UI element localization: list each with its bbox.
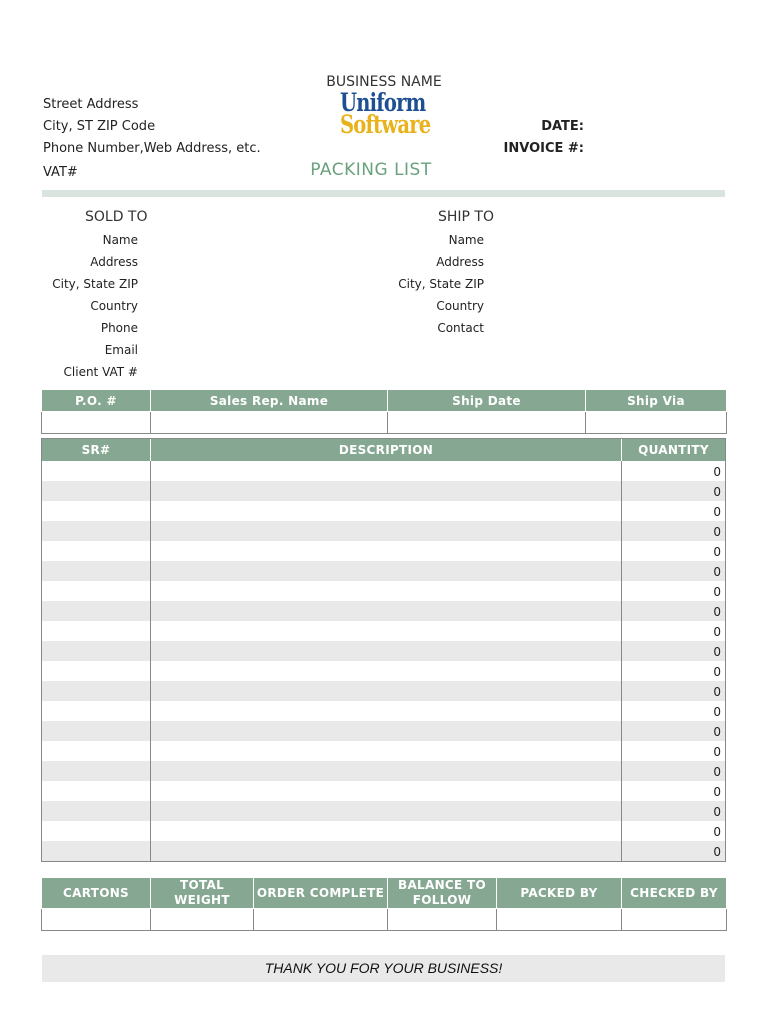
ship-via-cell[interactable] bbox=[586, 412, 727, 434]
table-row[interactable] bbox=[42, 781, 725, 801]
ship-to-name-label: Name bbox=[448, 233, 484, 247]
sold-to-vat-label: Client VAT # bbox=[63, 365, 138, 379]
items-table bbox=[41, 438, 726, 862]
table-row[interactable] bbox=[42, 641, 725, 661]
quantity-value: 0 bbox=[713, 505, 721, 519]
table-row[interactable] bbox=[42, 561, 725, 581]
sales-rep-cell[interactable] bbox=[151, 412, 388, 434]
ship-to-address-label: Address bbox=[436, 255, 484, 269]
header-divider bbox=[42, 190, 725, 197]
table-row[interactable] bbox=[42, 541, 725, 561]
sales-rep-header: Sales Rep. Name bbox=[151, 390, 388, 412]
table-row[interactable] bbox=[42, 721, 725, 741]
header-sep bbox=[150, 439, 151, 461]
quantity-value: 0 bbox=[713, 485, 721, 499]
table-row[interactable] bbox=[42, 521, 725, 541]
quantity-header: QUANTITY bbox=[622, 439, 725, 461]
po-header: P.O. # bbox=[42, 390, 151, 412]
sold-to-phone-label: Phone bbox=[100, 321, 138, 335]
quantity-value: 0 bbox=[713, 665, 721, 679]
quantity-value: 0 bbox=[713, 525, 721, 539]
ship-date-cell[interactable] bbox=[388, 412, 586, 434]
sold-to-name-label: Name bbox=[102, 233, 138, 247]
sr-header: SR# bbox=[42, 439, 150, 461]
table-row[interactable] bbox=[42, 761, 725, 781]
quantity-value: 0 bbox=[713, 645, 721, 659]
quantity-value: 0 bbox=[713, 545, 721, 559]
quantity-value: 0 bbox=[713, 625, 721, 639]
street-address: Street Address bbox=[43, 97, 139, 112]
table-row[interactable] bbox=[42, 661, 725, 681]
ship-via-header: Ship Via bbox=[586, 390, 727, 412]
balance-to-follow-cell[interactable] bbox=[388, 909, 497, 931]
column-divider bbox=[621, 461, 622, 861]
ship-to-heading: SHIP TO bbox=[438, 209, 495, 225]
page-title: PACKING LIST bbox=[310, 160, 432, 180]
logo-line-1: Uniform bbox=[340, 88, 426, 117]
table-row[interactable] bbox=[42, 581, 725, 601]
quantity-value: 0 bbox=[713, 465, 721, 479]
po-cell[interactable] bbox=[42, 412, 151, 434]
table-row[interactable] bbox=[42, 621, 725, 641]
quantity-value: 0 bbox=[713, 565, 721, 579]
order-info-table bbox=[41, 389, 727, 434]
sold-to-heading: SOLD TO bbox=[85, 209, 148, 225]
cartons-header: CARTONS bbox=[42, 878, 151, 909]
table-row[interactable] bbox=[42, 701, 725, 721]
quantity-value: 0 bbox=[713, 585, 721, 599]
table-row[interactable] bbox=[42, 841, 725, 861]
table-row[interactable] bbox=[42, 461, 725, 481]
city-state-zip: City, ST ZIP Code bbox=[43, 119, 156, 134]
table-row[interactable] bbox=[42, 501, 725, 521]
cartons-cell[interactable] bbox=[42, 909, 151, 931]
phone-web: Phone Number,Web Address, etc. bbox=[43, 141, 261, 156]
invoice-label: INVOICE #: bbox=[503, 141, 584, 156]
vat-label: VAT# bbox=[43, 165, 78, 180]
table-row[interactable] bbox=[42, 601, 725, 621]
quantity-value: 0 bbox=[713, 845, 721, 859]
checked-by-header: CHECKED BY bbox=[622, 878, 727, 909]
company-logo bbox=[340, 88, 431, 139]
ship-to-city-label: City, State ZIP bbox=[398, 277, 484, 291]
sold-to-address-label: Address bbox=[90, 255, 138, 269]
logo-line-2: Software bbox=[340, 110, 431, 139]
total-weight-header: TOTAL WEIGHT bbox=[151, 878, 254, 909]
quantity-value: 0 bbox=[713, 745, 721, 759]
quantity-value: 0 bbox=[713, 825, 721, 839]
date-label: DATE: bbox=[541, 119, 584, 134]
table-row[interactable] bbox=[42, 741, 725, 761]
total-weight-cell[interactable] bbox=[151, 909, 254, 931]
quantity-value: 0 bbox=[713, 765, 721, 779]
business-name: BUSINESS NAME bbox=[326, 74, 442, 90]
order-complete-cell[interactable] bbox=[254, 909, 388, 931]
quantity-value: 0 bbox=[713, 725, 721, 739]
shipment-summary-table bbox=[41, 877, 727, 931]
quantity-value: 0 bbox=[713, 685, 721, 699]
sold-to-country-label: Country bbox=[90, 299, 138, 313]
ship-to-country-label: Country bbox=[436, 299, 484, 313]
header-sep bbox=[621, 439, 622, 461]
table-row[interactable] bbox=[42, 801, 725, 821]
description-header: DESCRIPTION bbox=[151, 439, 621, 461]
packed-by-cell[interactable] bbox=[497, 909, 622, 931]
quantity-value: 0 bbox=[713, 805, 721, 819]
ship-date-header: Ship Date bbox=[388, 390, 586, 412]
table-row[interactable] bbox=[42, 821, 725, 841]
table-row[interactable] bbox=[42, 681, 725, 701]
column-divider bbox=[150, 461, 151, 861]
packed-by-header: PACKED BY bbox=[497, 878, 622, 909]
thank-you-note: THANK YOU FOR YOUR BUSINESS! bbox=[42, 955, 725, 982]
balance-to-follow-header: BALANCE TO FOLLOW bbox=[388, 878, 497, 909]
ship-to-contact-label: Contact bbox=[437, 321, 484, 335]
quantity-value: 0 bbox=[713, 785, 721, 799]
sold-to-city-label: City, State ZIP bbox=[52, 277, 138, 291]
sold-to-email-label: Email bbox=[104, 343, 138, 357]
checked-by-cell[interactable] bbox=[622, 909, 727, 931]
quantity-value: 0 bbox=[713, 705, 721, 719]
table-row[interactable] bbox=[42, 481, 725, 501]
quantity-value: 0 bbox=[713, 605, 721, 619]
order-complete-header: ORDER COMPLETE bbox=[254, 878, 388, 909]
